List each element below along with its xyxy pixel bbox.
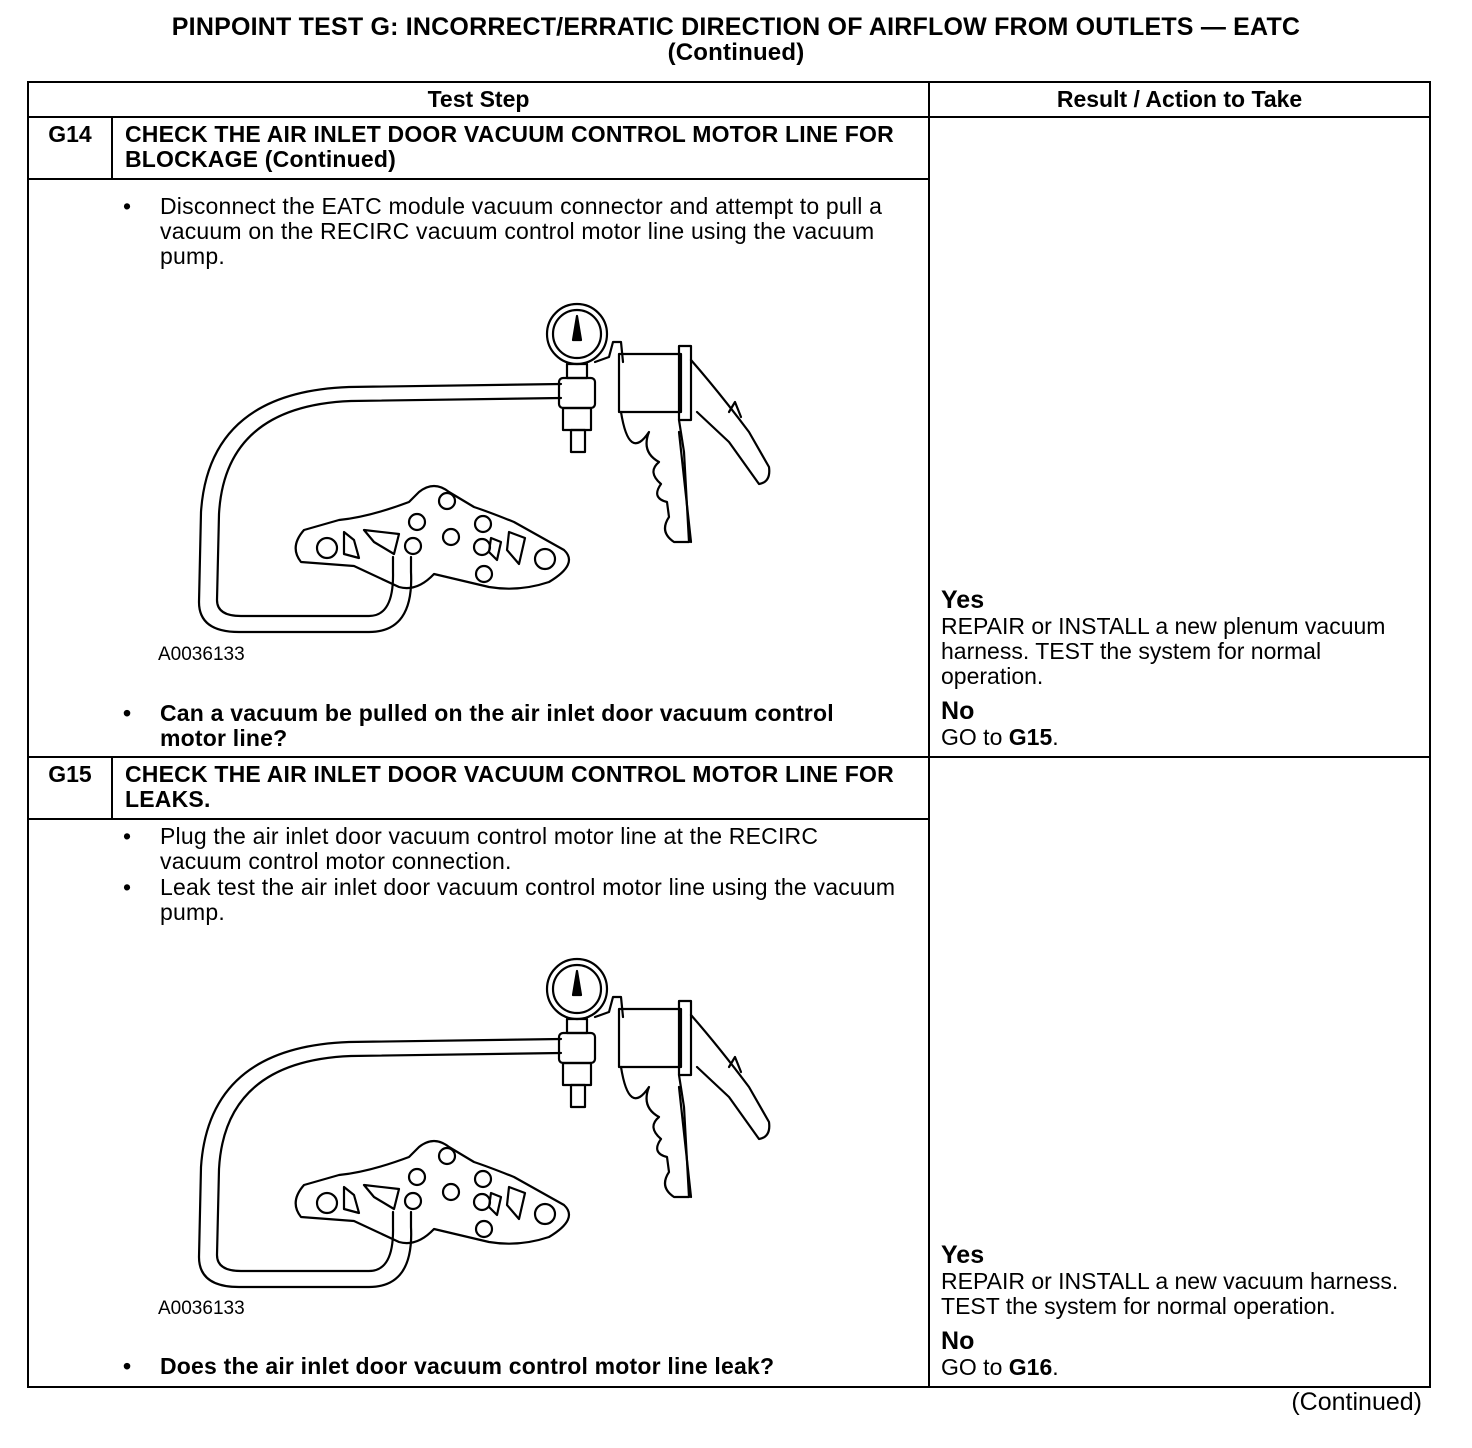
goto-target-link[interactable]: G16 [1008, 1354, 1053, 1380]
continued-label: (Continued) [1291, 1388, 1422, 1416]
vacuum-pump-illustration [189, 957, 789, 1307]
step-instruction: • Leak test the air inlet door vacuum control motor line using the vacuum pump. [29, 875, 928, 925]
yes-label: Yes [941, 586, 985, 614]
step-g14-body [28, 179, 929, 757]
yes-action: REPAIR or INSTALL a new plenum vacuum harness. TEST the system for normal operation. [941, 613, 1386, 689]
step-g15-body [28, 819, 929, 1387]
step-instruction: • Disconnect the EATC module vacuum connector and attempt to pull a vacuum on the RECIRC vacuum control motor line using the vacuum pump. [29, 194, 928, 269]
step-instruction: • Plug the air inlet door vacuum control motor line at the RECIRC vacuum control motor connection. [29, 824, 928, 874]
table-header-row [28, 82, 1430, 117]
title-line-1: PINPOINT TEST G: INCORRECT/ERRATIC DIRECTION OF AIRFLOW FROM OUTLETS — EATC [171, 13, 1301, 41]
pinpoint-test-table [27, 81, 1431, 1388]
result-block [941, 1242, 1421, 1380]
no-action: GO to G15. [941, 724, 1059, 750]
no-label: No [941, 697, 975, 725]
step-g15-result-cell [929, 757, 1430, 1387]
step-g14-heading-row [28, 117, 1430, 179]
page-title [0, 14, 1472, 65]
step-heading: CHECK THE AIR INLET DOOR VACUUM CONTROL MOTOR LINE FOR BLOCKAGE (Continued) [112, 117, 929, 179]
title-line-2: (Continued) [667, 39, 805, 66]
step-id: G14 [28, 117, 112, 179]
yes-label: Yes [941, 1241, 985, 1269]
result-block [941, 587, 1421, 750]
no-action: GO to G16. [941, 1354, 1059, 1380]
step-heading: CHECK THE AIR INLET DOOR VACUUM CONTROL MOTOR LINE FOR LEAKS. [112, 757, 929, 819]
goto-target-link[interactable]: G15 [1008, 724, 1053, 750]
col-header-result: Result / Action to Take [929, 82, 1430, 117]
step-g14-result-cell [929, 117, 1430, 757]
figure-id: A0036133 [158, 1298, 245, 1319]
step-question: • Does the air inlet door vacuum control motor line leak? [29, 1354, 928, 1379]
no-label: No [941, 1327, 975, 1355]
step-g15-heading-row [28, 757, 1430, 819]
yes-action: REPAIR or INSTALL a new vacuum harness. TEST the system for normal operation. [941, 1268, 1399, 1319]
step-question: • Can a vacuum be pulled on the air inlet door vacuum control motor line? [29, 701, 928, 751]
vacuum-pump-illustration [189, 302, 789, 652]
col-header-test-step: Test Step [28, 82, 929, 117]
figure-id: A0036133 [158, 644, 245, 665]
step-id: G15 [28, 757, 112, 819]
